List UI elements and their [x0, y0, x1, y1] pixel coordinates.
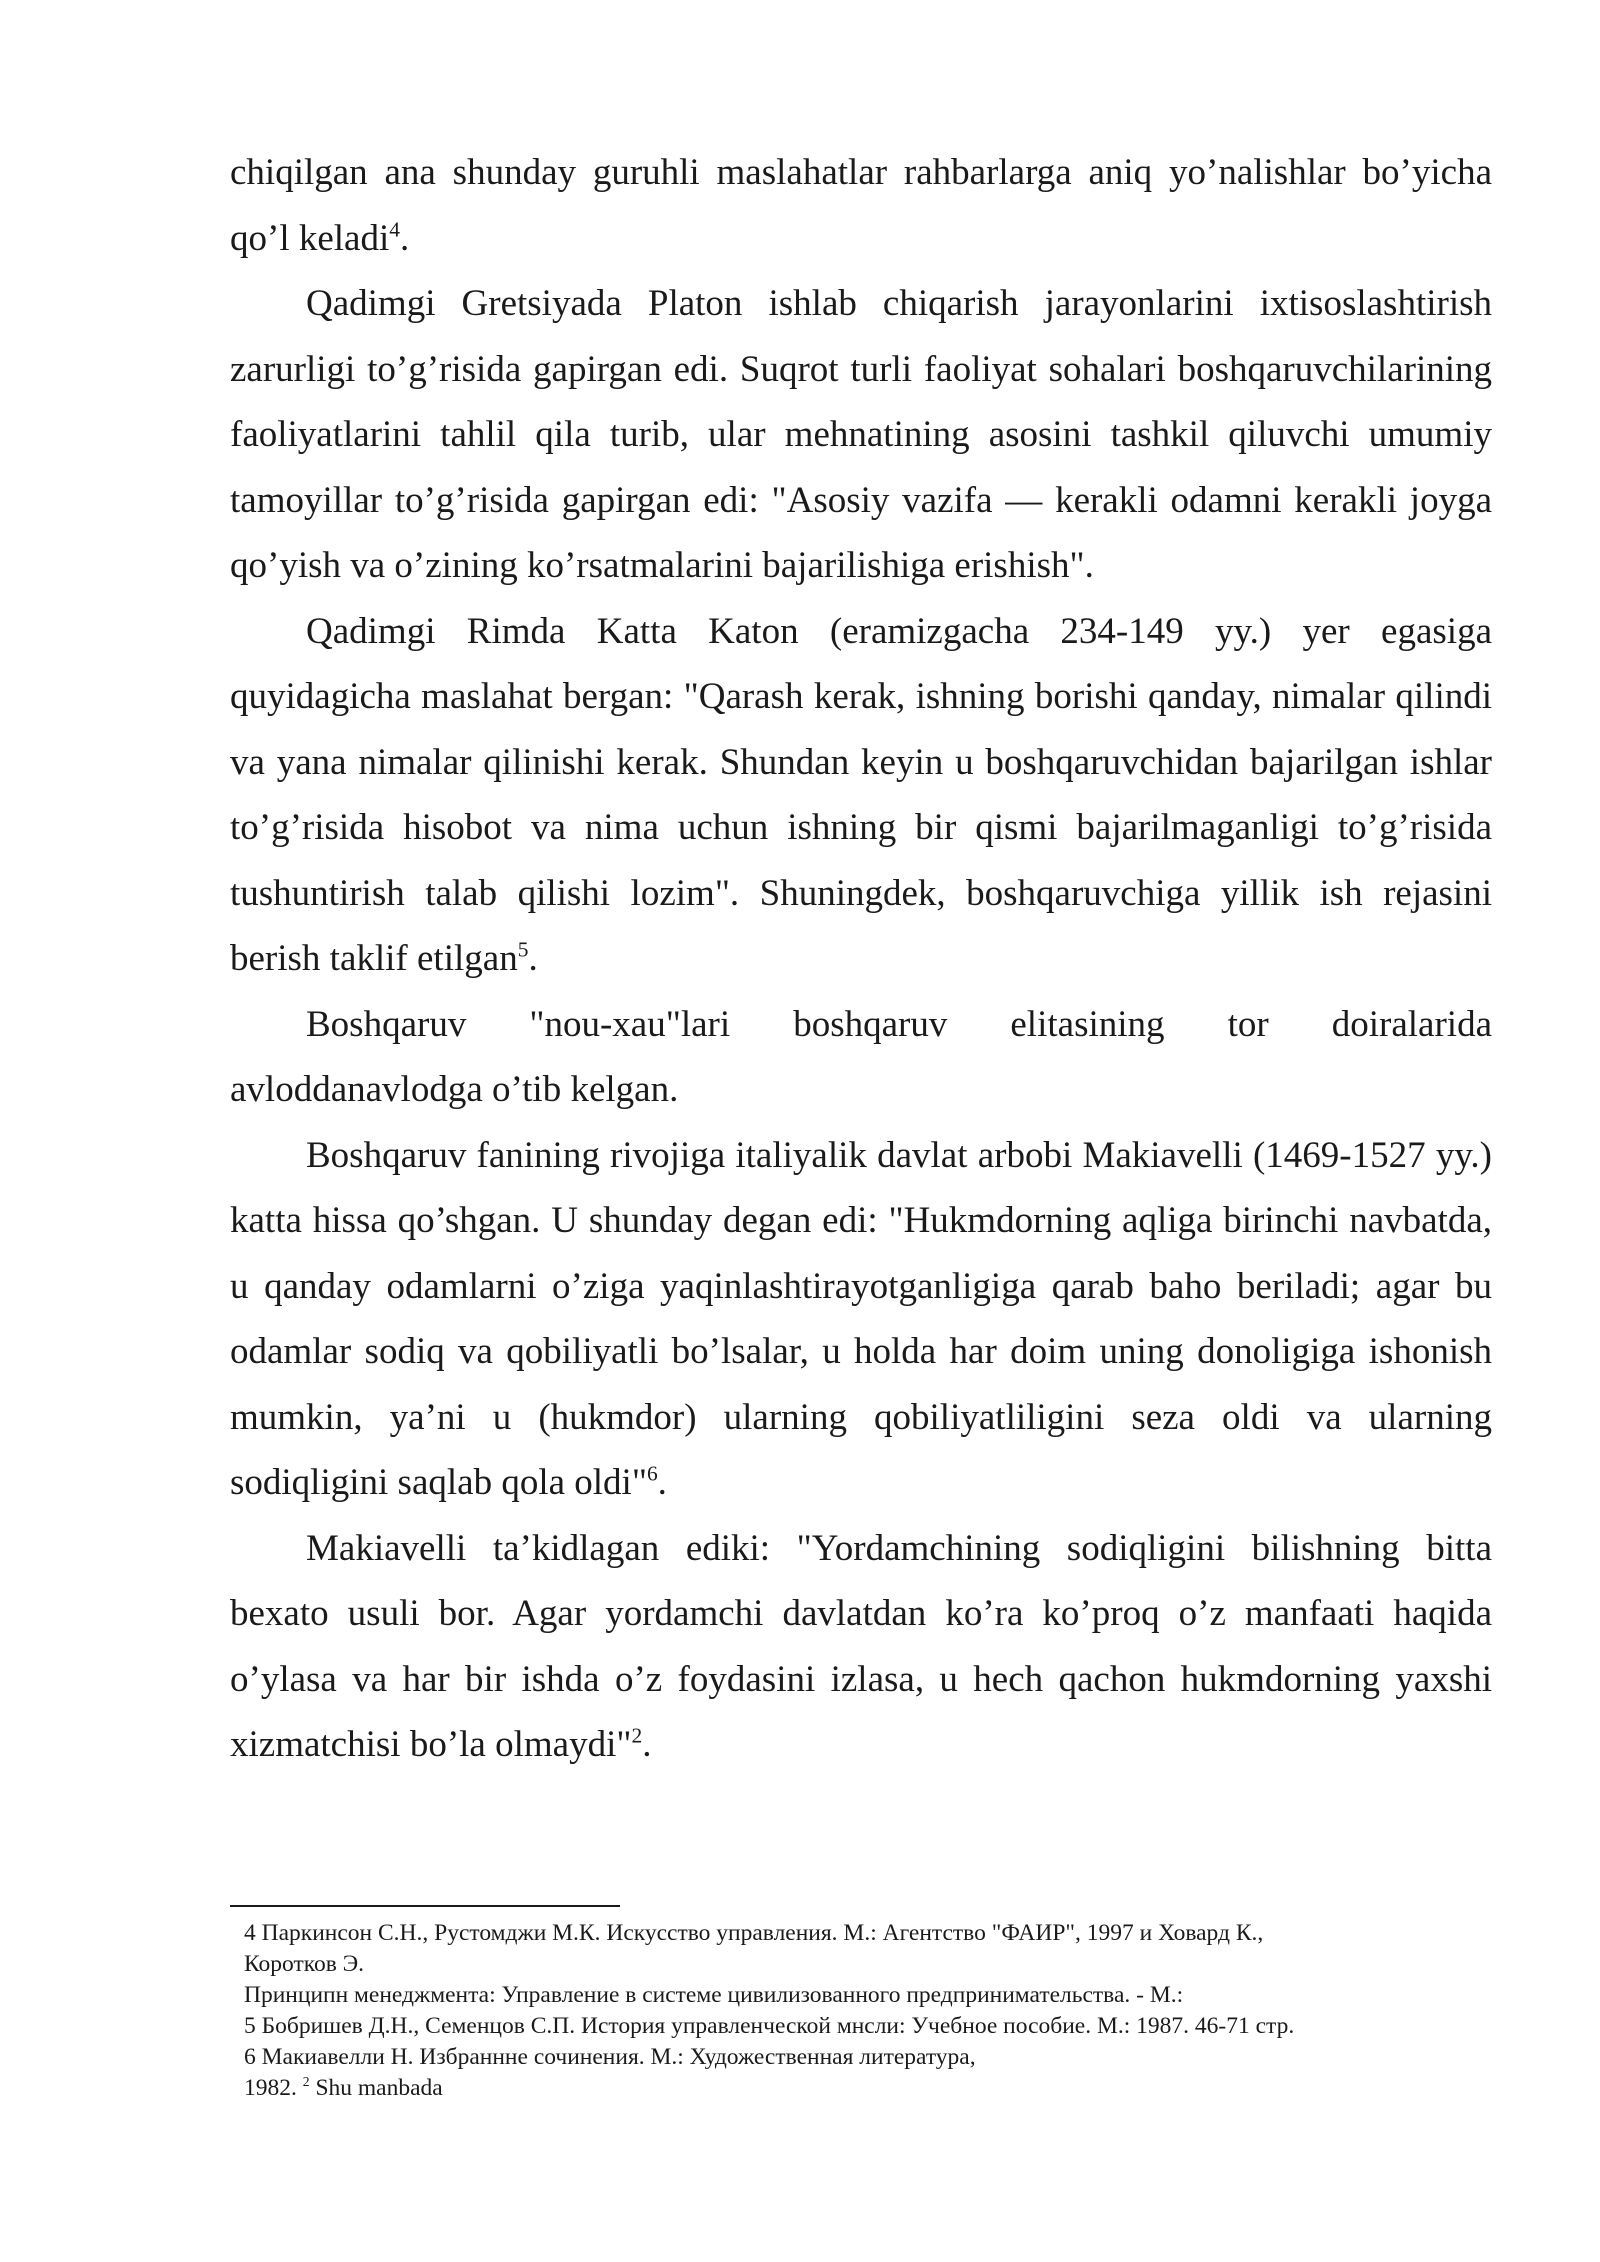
paragraph-tail: .: [400, 217, 410, 259]
paragraph-tail: .: [528, 938, 538, 979]
footnote-ref: 2: [302, 2074, 310, 2090]
footnote-text: Shu manbada: [309, 2075, 443, 2101]
footnote-ref: 2: [631, 1723, 643, 1748]
footnote-line: Коротков Э.: [244, 1951, 365, 1977]
paragraph-5: [230, 1123, 1492, 1516]
paragraph-text: Qadimgi Gretsiyada Platon ishlab chiqarish jarayonlarini ixtisoslashtirish zarurligi to’g’risida gapirgan edi. Suqrot turli faoliyat sohalari boshqaruvchilarining faoliyatlarini tahlil qila turib, ular mehnatining asosini tashkil qiluvchi umumiy tamoyillar to’g’risida gapirgan edi: "Asosiy vazifa — kerakli odamni kerakli joyga qo’yish va o’zining ko’rsatmalarini bajarilishiga erishish".: [230, 283, 1492, 586]
footnote-line: 6 Макиавелли Н. Избраннне сочинения. М.: Художественная литература,: [244, 2044, 976, 2070]
footnote-line: 4 Паркинсон С.Н., Рустомджи М.К. Искусство управления. М.: Агентство "ФАИР", 1997 и Ховард К.,: [244, 1920, 1264, 1946]
paragraph-4-line-2: [230, 1057, 1492, 1123]
paragraph-text: Makiavelli ta’kidlagan ediki: "Yordamchining sodiqligini bilishning bitta bexato usuli bor. Agar yordamchi davlatdan ko’ra ko’proq o’z manfaati haqida o’ylasa va har bir ishda o’z foydasini izlasa, u hech qachon hukmdorning yaxshi xizmatchisi bo’la olmaydi": [230, 1527, 1492, 1765]
footnote-line: [244, 2073, 1494, 2104]
footnote-line: Принципн менеджмента: Управление в системе цивилизованного предпринимательства. - М.:: [244, 1982, 1184, 2008]
paragraph-text: avloddanavlodga o’tib kelgan.: [230, 1069, 679, 1110]
paragraph-tail: .: [657, 1462, 667, 1503]
paragraph-3: [230, 599, 1492, 992]
paragraph-text: Qadimgi Rimda Katta Katon (eramizgacha 234-149 yy.) yer egasiga quyidagicha maslahat bergan: "Qarash kerak, ishning borishi qanday, nimalar qilindi va yana nimalar qilinishi kerak. Shundan keyin u boshqaruvchidan bajarilgan ishlar to’g’risida hisobot va nima uchun ishning bir qismi bajarilmaganligi to’g’risida tushuntirish talab qilishi lozim". Shuningdek, boshqaruvchiga yillik ish rejasini berish taklif etilgan: [230, 610, 1492, 979]
paragraph-text: Boshqaruv fanining rivojiga italiyalik davlat arbobi Makiavelli (1469-1527 yy.) katta hissa qo’shgan. U shunday degan edi: "Hukmdorning aqliga birinchi navbatda, u qanday odamlarni o’ziga yaqinlashtirayotganligiga qarab baho beriladi; agar bu odamlar sodiq va qobiliyatli bo’lsalar, u holda har doim uning donoligiga ishonish mumkin, ya’ni u (hukmdor) ularning qobiliyatliligini seza oldi va ularning sodiqligini saqlab qola oldi": [230, 1134, 1492, 1503]
paragraph-4-line-1: [230, 992, 1492, 1058]
paragraph-1: [230, 140, 1492, 271]
paragraph-text: chiqilgan ana shunday guruhli maslahatlar rahbarlarga aniq yo’nalishlar bo’yicha qo’l keladi: [230, 152, 1492, 259]
footnote-text: 1982.: [244, 2075, 303, 2101]
footnotes: [244, 1918, 1494, 2104]
footnote-ref: 6: [646, 1461, 658, 1486]
main-text: [230, 140, 1492, 1778]
paragraph-text: Boshqaruv "nou-xau"lari boshqaruv elitasining tor doiralarida: [306, 1003, 1492, 1045]
paragraph-tail: .: [642, 1724, 652, 1765]
footnote-line: 5 Бобришев Д.Н., Семенцов С.П. История управленческой мнсли: Учебное пособие. М.: 1987. 46-71 стр.: [244, 2013, 1295, 2039]
footnote-ref: 4: [389, 217, 400, 242]
footnote-ref: 5: [517, 937, 529, 962]
paragraph-2: [230, 271, 1492, 599]
footnote-divider: [230, 1905, 620, 1907]
paragraph-6: [230, 1516, 1492, 1778]
